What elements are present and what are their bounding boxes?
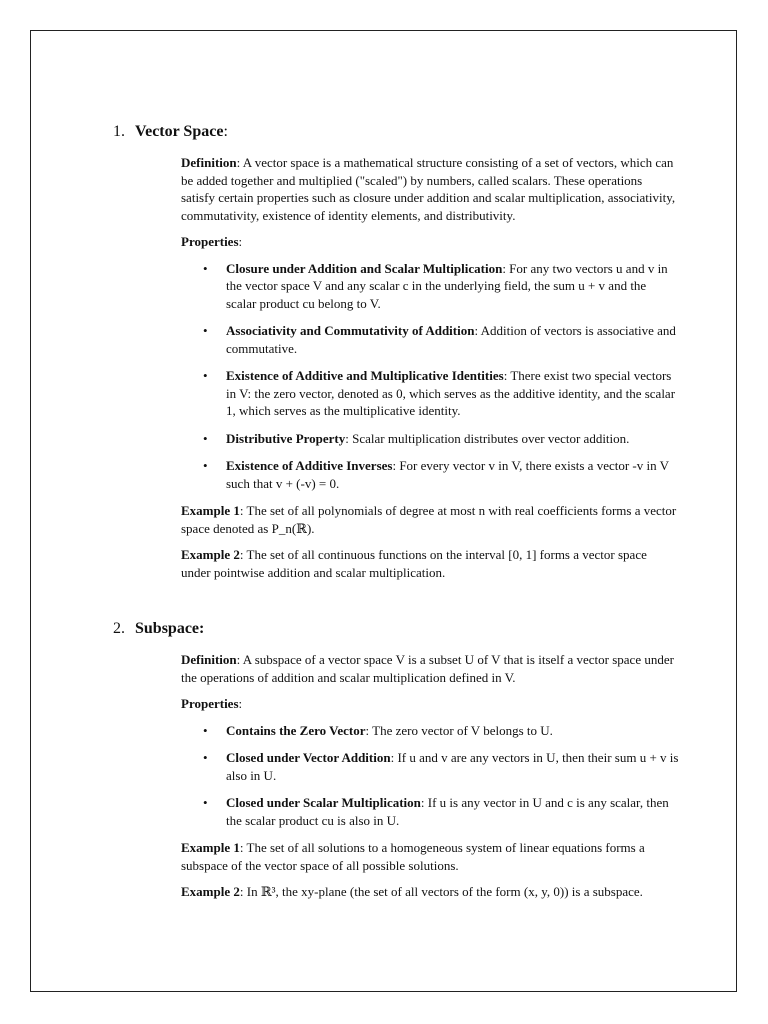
property-text: : Scalar multiplication distributes over vector addition.	[345, 430, 630, 446]
property-label: Associativity and Commutativity of Addition	[226, 323, 475, 338]
property-text: : For any two vectors u and v in the vector space V and any scalar c in the underlying field, the sum u + v and the scalar product cu belong to V.	[226, 260, 668, 311]
list-item	[181, 322, 679, 357]
property-text: : If u and v are any vectors in U, then their sum u + v is also in U.	[226, 750, 679, 783]
example-text: : The set of all solutions to a homogeneous system of linear equations forms a subspace of the vector space of all possible solutions.	[181, 840, 645, 873]
list-item	[181, 367, 679, 420]
properties-heading	[181, 695, 679, 713]
definition-text: : A vector space is a mathematical structure consisting of a set of vectors, which can be added together and multiplied ("scaled") by numbers, called scalars. These operations satisfy certain properties such as closure under addition and scalar multiplication, associativity, commutativity, existence of identity elements, and distributivity.	[181, 155, 676, 223]
section-title-text: Subspace:	[135, 620, 205, 637]
definition-paragraph	[181, 154, 679, 224]
example-label: Example 2	[181, 547, 240, 562]
section-number: 1.	[113, 123, 125, 140]
property-label: Closed under Scalar Multiplication	[226, 795, 421, 810]
property-text: : There exist two special vectors in V: the zero vector, denoted as 0, which serves as the additive identity, and the scalar 1, which serves as the multiplicative identity.	[226, 368, 676, 418]
example-paragraph	[181, 502, 679, 537]
property-text: : Addition of vectors is associative and commutative.	[226, 323, 676, 356]
example-paragraph	[181, 546, 679, 581]
document-page	[30, 30, 737, 992]
list-item	[181, 722, 679, 740]
list-item	[181, 430, 679, 448]
properties-suffix: :	[238, 696, 243, 711]
section-2-body	[181, 651, 679, 910]
example-label: Example 1	[181, 503, 240, 518]
property-label: Closure under Addition and Scalar Multiplication	[226, 260, 503, 276]
definition-text: : A subspace of a vector space V is a subset U of V that is itself a vector space under the operations of addition and scalar multiplication defined in V.	[181, 652, 674, 685]
property-text: : For every vector v in V, there exists a vector -v in V such that v + (-v) = 0.	[226, 458, 669, 491]
section-1-body	[181, 154, 679, 590]
property-label: Existence of Additive Inverses	[226, 458, 393, 473]
section-1-title	[113, 123, 228, 141]
example-text: : In ℝ³, the xy-plane (the set of all vectors of the form (x, y, 0)) is a subspace.	[239, 884, 643, 899]
example-paragraph	[181, 839, 679, 874]
example-text: : The set of all continuous functions on the interval [0, 1] forms a vector space under pointwise addition and scalar multiplication.	[181, 547, 647, 580]
property-text: : If u is any vector in U and c is any scalar, then the scalar product cu is also in U.	[226, 795, 669, 828]
definition-label: Definition	[181, 652, 237, 667]
list-item	[181, 260, 679, 313]
list-item	[181, 457, 679, 492]
properties-list	[181, 260, 679, 493]
property-label: Closed under Vector Addition	[226, 750, 391, 765]
definition-paragraph	[181, 651, 679, 686]
property-label: Distributive Property	[226, 430, 346, 446]
section-2-title	[113, 620, 204, 638]
properties-label: Properties	[181, 696, 239, 711]
properties-heading	[181, 233, 679, 251]
example-label: Example 2	[181, 884, 240, 899]
properties-label: Properties	[181, 234, 239, 249]
example-text: : The set of all polynomials of degree at most n with real coefficients forms a vector space denoted as P_n(ℝ).	[181, 503, 677, 536]
example-label: Example 1	[181, 840, 240, 855]
property-label: Contains the Zero Vector	[226, 722, 366, 738]
section-number: 2.	[113, 620, 125, 637]
example-paragraph	[181, 883, 679, 901]
list-item	[181, 749, 679, 784]
section-title-suffix: :	[223, 123, 228, 140]
property-label: Existence of Additive and Multiplicative Identities	[226, 368, 504, 383]
definition-label: Definition	[181, 155, 237, 170]
properties-list	[181, 722, 679, 830]
section-title-text: Vector Space	[135, 123, 224, 140]
list-item	[181, 794, 679, 829]
properties-suffix: :	[238, 234, 243, 249]
property-text: : The zero vector of V belongs to U.	[365, 722, 553, 738]
